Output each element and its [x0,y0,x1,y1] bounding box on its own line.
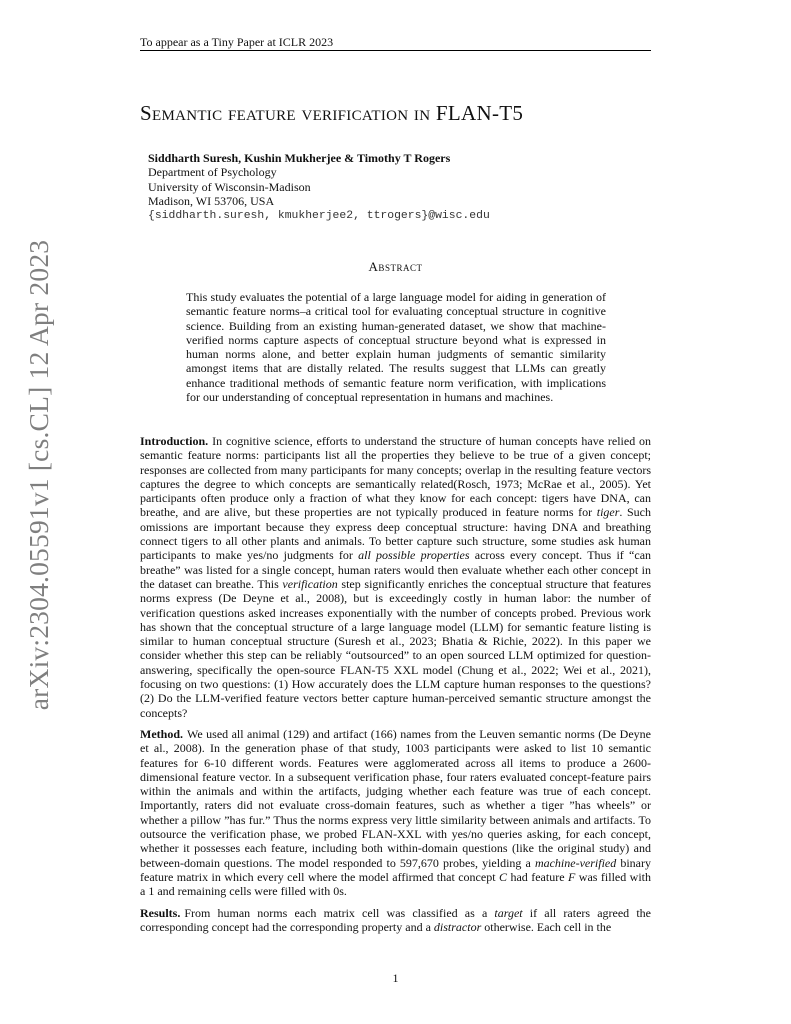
running-head: To appear as a Tiny Paper at ICLR 2023 [140,35,334,49]
method-text-2: binary feature matrix in which every cell where the model affirmed that concept [140,855,651,884]
introduction-text-2: . Such omissions are important because they express deep conceptual structure: having DNA and breathing connect tigers to all other plants and animals. To better capture such structure, some studies ask human participants to make yes/no judgments for [140,505,651,563]
arxiv-identifier-text: arXiv:2304.05591v1 [cs.CL] 12 Apr 2023 [23,239,54,711]
results-text-1: From human norms each matrix cell was classified as a [184,905,495,920]
introduction-text-4: step significantly enriches the conceptual structure that features norms express (De Deyne et al., 2008), but is exceedingly costly in human labor: the number of verification questions asked increases exponentially with the number of concepts probed. Previous work has shown that the conceptual structure of a large language model (LLM) for semantic feature listing is similar to human conceptual structure (Suresh et al., 2023; Bhatia & Richie, 2022). In this paper we consider whether this step can be reliably “outsourced” to an open sourced LLM optimized for question-answering, specifically the open-source FLAN-T5 XXL model (Chung et al., 2022; Wei et al., 2021), focusing on two questions: (1) How accurately does the LLM capture human responses to the questions? (2) Do the LLM-verified feature vectors better capture human-perceived semantic structure amongst the concepts? [140,576,651,720]
arxiv-identifier-stamp [14,239,64,711]
page-number: 1 [392,971,399,985]
results-heading: Results. [140,905,181,920]
results-text-3: otherwise. Each cell in the [481,919,612,934]
introduction-heading: Introduction. [140,434,209,448]
author-names: Siddharth Suresh, Kushin Mukherjee & Timothy T Rogers [148,151,451,165]
author-block [148,151,490,223]
results-text-2: if all raters agreed the corresponding concept had the corresponding property and a [140,905,651,934]
introduction-emphasis-2: all possible properties [358,548,470,563]
results-emphasis-1: target [494,905,523,920]
abstract-heading: Abstract [368,259,423,274]
introduction-emphasis-3: verification [282,576,338,591]
introduction-paragraph [140,434,651,720]
method-text-1: We used all animal (129) and artifact (166) names from the Leuven semantic norms (De Deyne et al., 2008). In the generation phase of that study, 1003 participants were asked to list 10 semantic features for 6-10 different words. Features were agglomerated across all items to produce a 2600-dimensional feature vector. In a subsequent verification phase, four raters evaluated concept-feature pairs within the animals and within the artifacts, judging whether each feature was true of each concept. Importantly, raters did not evaluate cross-domain features, such as whether a tiger ”has wheels” or whether a pillow ”has fur.” Thus the norms express very little similarity between animals and artifacts. To outsource the verification phase, we probed FLAN-XXL with yes/no queries asking, for each concept, whether it possesses each feature, including both within-domain questions (like the original study) and between-domain questions. The model responded to 597,670 probes, yielding a [140,726,651,870]
paper-title: Semantic feature verification in FLAN-T5 [140,101,524,125]
method-heading: Method. [140,726,183,741]
body-text [140,434,651,941]
author-university: University of Wisconsin-Madison [148,179,311,194]
introduction-emphasis-1: tiger [596,505,620,520]
method-emphasis-2: C [499,869,508,884]
method-emphasis-1: machine-verified [534,855,617,870]
method-text-3: had feature [507,869,568,884]
header-rule [140,50,651,51]
method-text-4: was filled with a 1 and remaining cells were filled with 0s. [140,869,652,899]
author-emails: {siddharth.suresh, kmukherjee2, ttrogers}@wisc.edu [148,209,490,222]
method-paragraph [140,727,651,899]
method-emphasis-3: F [568,869,576,884]
introduction-text-1: In cognitive science, efforts to understand the structure of human concepts have relied on semantic feature norms: participants list all the properties they believe to be true of a given concept; responses are collected from many participants for many concepts; overlap in the resulting feature vectors captures the degree to which concepts are semantically related(Rosch, 1973; McRae et al., 2005). Yet participants often produce only a fraction of what they know for each concept: tigers have DNA, can breathe, and are alive, but these properties are not typically produced in feature norms for [140,434,651,520]
abstract-text: This study evaluates the potential of a large language model for aiding in generation of semantic feature norms–a critical tool for evaluating conceptual structure in cognitive science. Building from an existing human-generated dataset, we show that machine-verified norms capture aspects of conceptual structure beyond what is expressed in human norms alone, and better explain human judgments of semantic similarity amongst items that are distally related. The results suggest that LLMs can greatly enhance traditional methods of semantic feature norm verification, with implications for our understanding of conceptual representation in humans and machines. [186,290,606,405]
results-emphasis-2: distractor [433,919,482,934]
author-department: Department of Psychology [148,165,277,180]
author-address: Madison, WI 53706, USA [148,194,275,209]
results-paragraph [140,906,651,935]
introduction-text-3: across every concept. Thus if “can breathe” was listed for a single concept, human raters would then evaluate whether each other concept in the dataset can breathe. This [140,548,652,591]
